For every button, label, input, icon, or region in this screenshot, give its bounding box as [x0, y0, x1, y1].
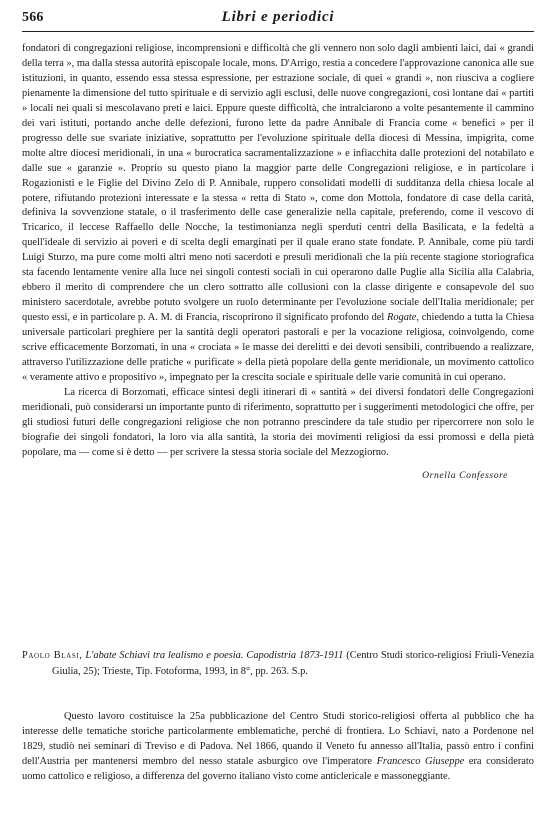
paragraph-text: Questo lavoro costituisce la 25a pubblicazione del Centro Studi storico-religiosi offerta al pubblico che ha interesse delle tematiche storiche particolarmente emblematiche, perché di frontiera. Lo Schiavi, nato a Pordenone nel 1829, studiò nei seminari di Treviso e di Padova. Nel 1866, quando il Veneto fu annesso all'Italia, passò entro i confini dell'Austria per mantenersi membro del nesso statale asburgico ove l'imperatore: [22, 711, 534, 767]
emperor-name: Francesco Giuseppe: [376, 755, 465, 767]
paragraph-text: era considerato uomo cattolico e religioso, a differenza del governo italiano visto come anticlericale e massoneggiante.: [22, 755, 534, 782]
paragraph: [22, 42, 534, 386]
review-author: Paolo Blasi,: [22, 650, 83, 661]
paragraph-text: chiedendo a tutta la Chiesa universale particolari preghiere per la santità degli operatori pastorali e per la vocazione religiosa, coinvolgendo, come scrive efficacemente Borzomati, in una « crociata » le masse dei derelitti e dei devoti sensibili, contribuendo a realizzare, attraverso l'utilizzazione delle pratiche « purificate » della pietà popolare della gente meridionale, un movimento cattolico « veramente attivo e propositivo », impegnato per la crescita sociale e spirituale delle varie comunità in cui operano.: [22, 312, 534, 383]
review-continuation: [22, 42, 534, 484]
paragraph-text: fondatori di congregazioni religiose, incomprensioni e difficoltà che gli vennero non solo dagli ambienti laici, dai « grandi della terra », ma dalla stessa autorità episcopale locale, mons. D'Arrigo, restia a concedere l'approvazione canonica alle sue istituzioni, in quanto, essendo essa stessa espressione, per estrazione sociale, di quei « grandi », non riusciva a cogliere pienamente la dimensione del tutto spirituale e di servizio agli esclusi, delle nuove congregazioni, così lontane dai « partiti » locali nei quali si mescolavano preti e laici. Eppure queste difficoltà, che intralciarono a volte pesantemente il cammino dei vari istituti, portando anche delle defezioni, furono lette da padre Annibale di Francia come « benefici » per il progresso delle sue svariate iniziative, soprattutto per l'evoluzione spirituale della diocesi di Messina, impigrita, come molte altre diocesi meridionali, in una « burocratica sacramentalizzazione » e infiacchita dalle protezioni del notabilato e dalle sue « garanzie ». Proprio su questo piano la maggior parte delle Congregazioni religiose, e in particolare i Rogazionisti e le Figlie del Divino Zelo di P. Annibale, ruppero consolidati modelli di sudditanza della chiesa locale al potere, rifiutando protezioni interessate e la stessa « retta di Stato », come don Mottola, fondatore di case della carità, definiva la sovvenzione statale, o il trasferimento delle case generalizie nella capitale, preferendo, come il vescovo di Tricarico, il leccese Raffaello delle Nocche, la testimonianza negli sperduti centri della Basilicata, e la fedeltà a quell'ideale di servizio ai poveri e di scelta degli emarginati per il quale erano state fondate. P. Annibale, come più tardi Luigi Sturzo, ma pure come molti altri meno noti sacerdoti e presuli meridionali che la più recente stagione storiografica sta facendo lentamente venire alla luce nei singoli contesti sociali in cui operarono dalle Puglie alla Sicilia alla Calabria, ebbero il merito di comprendere che un clero sottratto alle collusioni con la classe dirigente e consapevole del suo ministero sacerdotale, avrebbe potuto svolgere un ruolo determinante per l'evoluzione sociale dell'Italia meridionale; per questo essi, e in particolare p. A. M. di Francia, riscoprirono il significato profondo del: [22, 43, 534, 324]
review-book-title: L'abate Schiavi tra lealismo e poesia. Capodistria 1873-1911: [85, 650, 344, 661]
paragraph: La ricerca di Borzomati, efficace sintesi degli itinerari di « santità » dei diversi fondatori delle Congregazioni meridionali, può considerarsi un importante punto di riferimento, soprattutto per i suggerimenti metodologici che offre, per gli studiosi futuri delle congregazioni religiose che non potranno prescindere da tale studio per ripercorrere non solo le biografie dei singoli fondatori, la loro via alla santità, la storia dei movimenti religiosi da essi promossi e della pietà popolare, ma — come si è detto — per scrivere la stessa storia sociale del Mezzogiorno.: [22, 386, 534, 458]
page-number: 566: [22, 10, 44, 25]
header-rule: [22, 31, 534, 32]
paragraph: [22, 710, 534, 785]
bibliographic-entry: [22, 648, 534, 680]
page-header: [22, 6, 534, 32]
running-title: Libri e periodici: [221, 9, 335, 25]
review-citation: [22, 648, 534, 680]
reviewer-signature: Ornella Confessore: [422, 469, 508, 481]
review-body: [22, 710, 534, 785]
review-publication-details: (Centro Studi storico-religiosi Friuli-Venezia Giulia, 25); Trieste, Tip. Fotoforma, 1993, in 8°, pp. 263. S.p.: [52, 650, 534, 677]
rogate-term: Rogate,: [386, 312, 419, 324]
